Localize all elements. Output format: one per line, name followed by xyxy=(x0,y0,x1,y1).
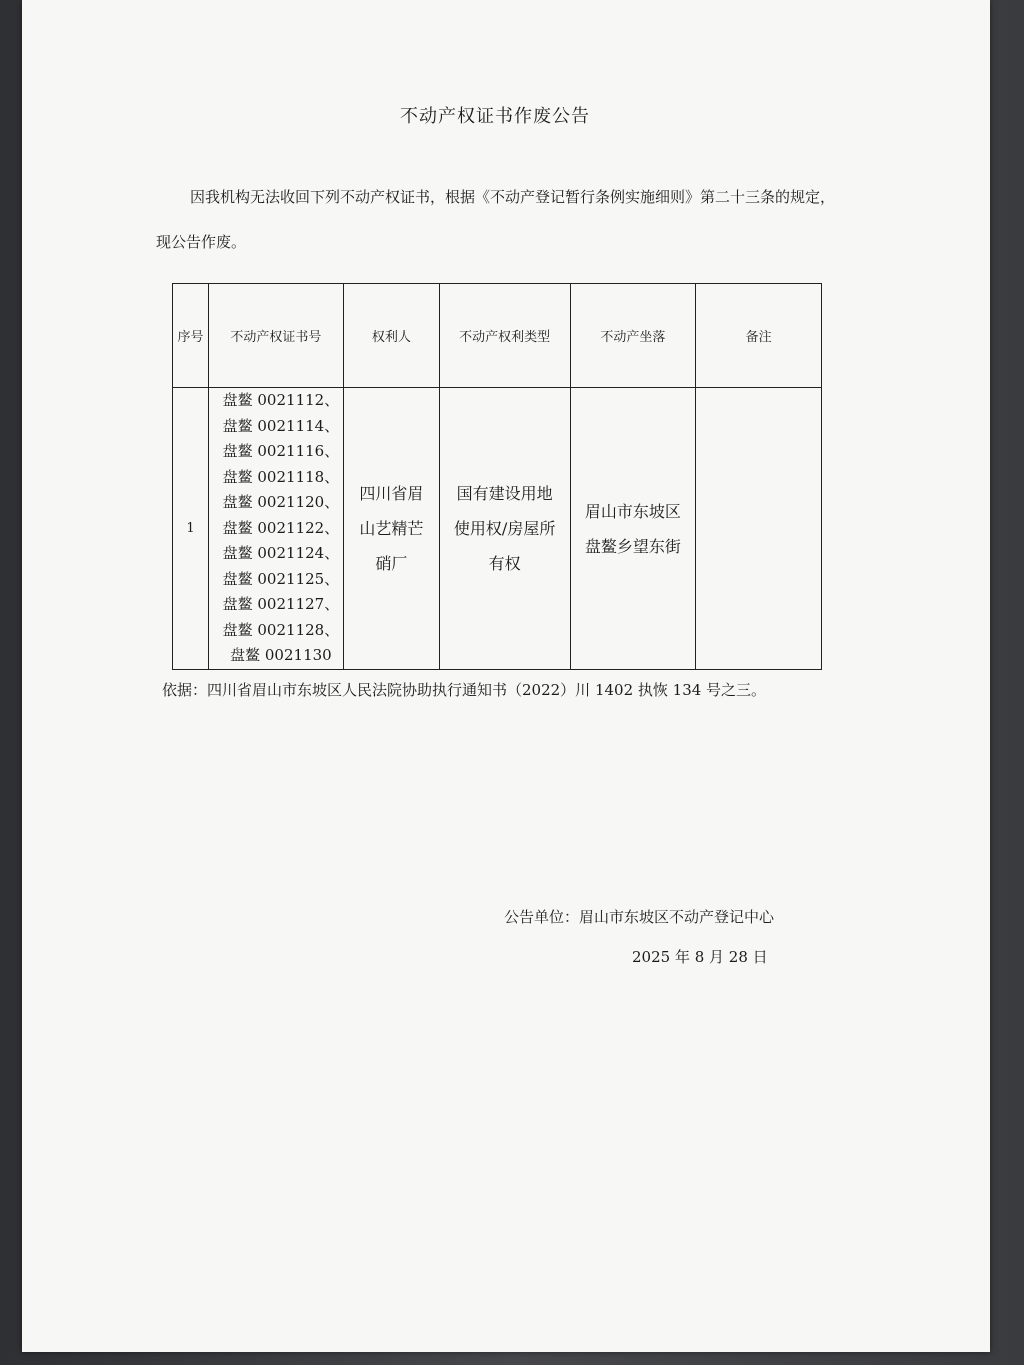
owner-cell: 四川省眉山艺精芒硝厂 xyxy=(343,388,439,670)
legal-basis: 依据：四川省眉山市东坡区人民法院协助执行通知书（2022）川 1402 执恢 134 号之三。 xyxy=(162,681,767,699)
cert-number: 盘鳌 0021120、 xyxy=(222,493,340,512)
cert-number-list xyxy=(208,388,343,670)
cert-number: 盘鳌 0021125、 xyxy=(222,569,340,588)
location-cell: 眉山市东坡区盘鳌乡望东街 xyxy=(570,388,696,670)
certificate-table xyxy=(172,283,822,670)
notice-paragraph: 因我机构无法收回下列不动产权证书，根据《不动产登记暂行条例实施细则》第二十三条的规定，现公告作废。 xyxy=(156,188,836,251)
right-type-cell: 国有建设用地使用权/房屋所有权 xyxy=(439,388,570,670)
cert-number: 盘鳌 0021124、 xyxy=(222,544,340,563)
cert-number: 盘鳌 0021128、 xyxy=(222,620,340,639)
notice-date: 2025 年 8 月 28 日 xyxy=(632,948,768,966)
cert-number: 盘鳌 0021130 xyxy=(230,646,332,665)
header-remark: 备注 xyxy=(696,284,822,388)
cert-number: 盘鳌 0021122、 xyxy=(222,518,340,537)
cert-number: 盘鳌 0021112、 xyxy=(222,391,340,410)
header-owner: 权利人 xyxy=(343,284,439,388)
cert-number: 盘鳌 0021114、 xyxy=(222,416,340,435)
header-location: 不动产坐落 xyxy=(570,284,696,388)
cert-number: 盘鳌 0021116、 xyxy=(222,442,340,461)
notice-title: 不动产权证书作废公告 xyxy=(400,106,590,127)
header-index: 序号 xyxy=(173,284,209,388)
cert-number: 盘鳌 0021127、 xyxy=(222,595,340,614)
table-row xyxy=(173,388,822,670)
remark-cell xyxy=(696,388,822,670)
row-index: 1 xyxy=(173,388,209,670)
notice-paper xyxy=(22,0,990,1352)
cert-number: 盘鳌 0021118、 xyxy=(222,467,340,486)
header-cert-number: 不动产权证书号 xyxy=(208,284,343,388)
header-right-type: 不动产权利类型 xyxy=(439,284,570,388)
issuing-unit: 公告单位：眉山市东坡区不动产登记中心 xyxy=(504,908,775,926)
table-header-row xyxy=(173,284,822,388)
